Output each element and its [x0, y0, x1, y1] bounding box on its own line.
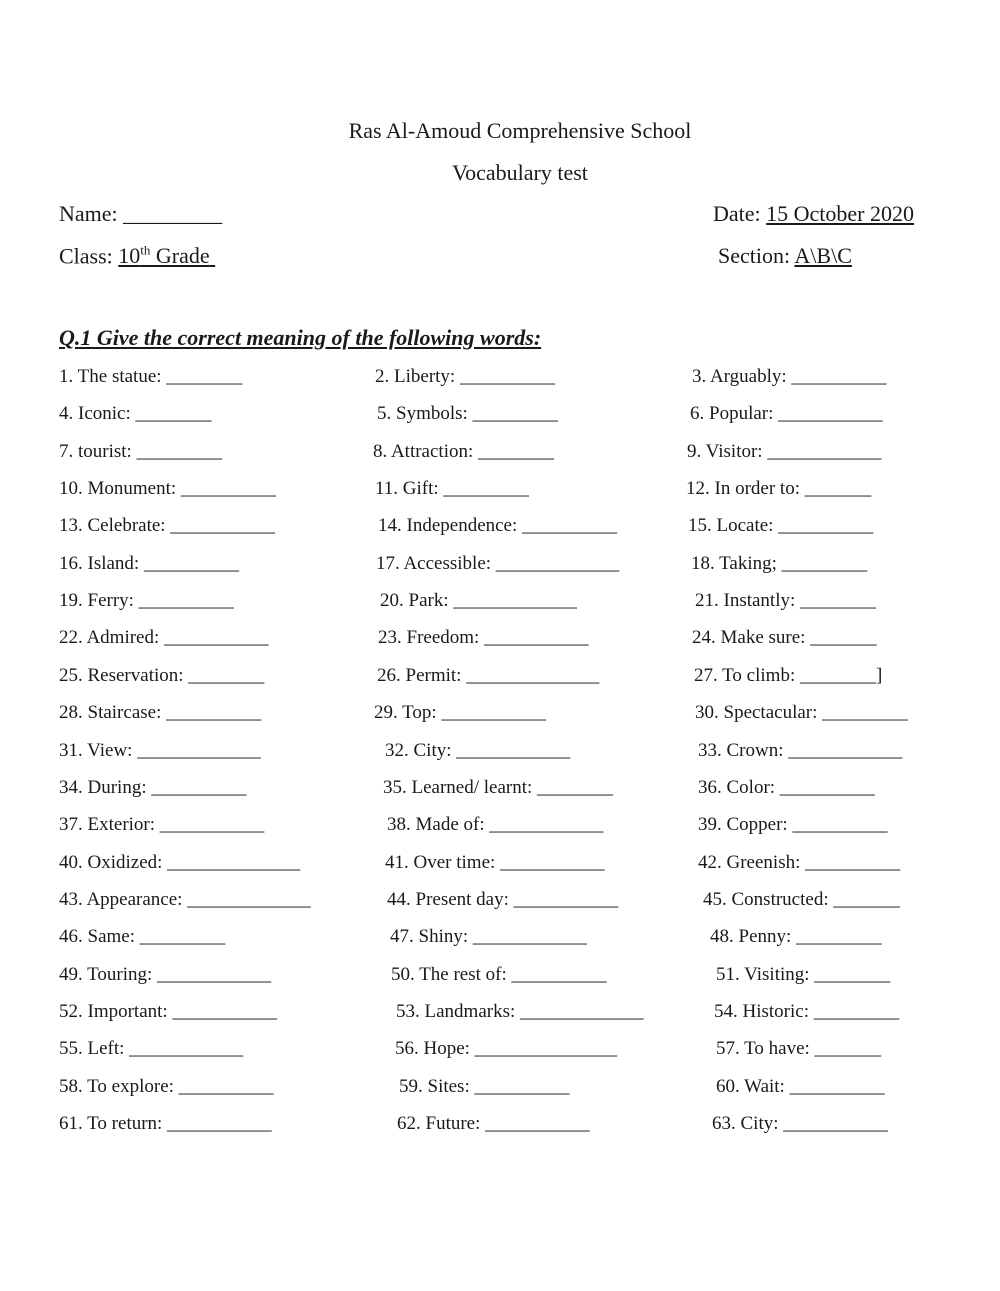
date-label: Date: — [713, 201, 761, 226]
vocab-item: 57. To have: _______ — [716, 1038, 882, 1059]
vocab-item: 15. Locate: __________ — [688, 515, 874, 536]
vocab-item: 36. Color: __________ — [698, 777, 875, 798]
vocab-item: 30. Spectacular: _________ — [695, 702, 908, 723]
vocab-item: 11. Gift: _________ — [375, 478, 529, 499]
vocab-item: 53. Landmarks: _____________ — [396, 1001, 644, 1022]
vocab-item: 32. City: ____________ — [385, 740, 571, 761]
vocab-item: 16. Island: __________ — [59, 553, 239, 574]
vocab-row — [0, 627, 1000, 655]
vocab-item: 4. Iconic: ________ — [59, 403, 212, 424]
vocab-item: 22. Admired: ___________ — [59, 627, 269, 648]
vocab-row — [0, 478, 1000, 506]
vocab-row — [0, 1038, 1000, 1066]
vocab-item: 17. Accessible: _____________ — [376, 553, 620, 574]
vocab-item: 13. Celebrate: ___________ — [59, 515, 275, 536]
vocab-item: 35. Learned/ learnt: ________ — [383, 777, 614, 798]
vocab-item: 48. Penny: _________ — [710, 926, 882, 947]
vocab-item: 34. During: __________ — [59, 777, 247, 798]
vocab-row — [0, 926, 1000, 954]
class-word: Grade — [155, 243, 210, 269]
vocab-item: 50. The rest of: __________ — [391, 964, 607, 985]
vocab-item: 56. Hope: _______________ — [395, 1038, 618, 1059]
vocab-item: 7. tourist: _________ — [59, 441, 223, 462]
vocab-item: 25. Reservation: ________ — [59, 665, 265, 686]
vocab-item: 45. Constructed: _______ — [703, 889, 900, 910]
vocab-item: 31. View: _____________ — [59, 740, 261, 761]
vocab-item: 51. Visiting: ________ — [716, 964, 891, 985]
vocab-item: 44. Present day: ___________ — [387, 889, 619, 910]
vocab-item: 46. Same: _________ — [59, 926, 226, 947]
vocab-item: 26. Permit: ______________ — [377, 665, 600, 686]
vocab-row — [0, 852, 1000, 880]
vocab-item: 6. Popular: ___________ — [690, 403, 883, 424]
vocab-item: 8. Attraction: ________ — [373, 441, 555, 462]
vocab-item: 63. City: ___________ — [712, 1113, 888, 1134]
vocab-item: 9. Visitor: ____________ — [687, 441, 882, 462]
vocab-row — [0, 964, 1000, 992]
date-value: 15 October 2020 — [766, 201, 915, 226]
vocab-row — [0, 1076, 1000, 1104]
vocab-row — [0, 366, 1000, 394]
vocab-row — [0, 777, 1000, 805]
vocab-item: 21. Instantly: ________ — [695, 590, 877, 611]
name-line — [59, 201, 222, 227]
vocab-item: 60. Wait: __________ — [716, 1076, 885, 1097]
class-number: 10 — [118, 243, 141, 269]
vocab-item: 3. Arguably: __________ — [692, 366, 887, 387]
class-suffix: th — [140, 243, 151, 258]
class-line — [59, 243, 215, 269]
vocab-item: 38. Made of: ____________ — [387, 814, 604, 835]
section-value: A\B\C — [794, 243, 852, 268]
vocab-item: 18. Taking; _________ — [691, 553, 868, 574]
name-blank: _________ — [123, 201, 223, 226]
vocab-item: 49. Touring: ____________ — [59, 964, 272, 985]
school-name: Ras Al-Amoud Comprehensive School — [348, 118, 692, 143]
vocab-item: 41. Over time: ___________ — [385, 852, 605, 873]
vocab-item: 58. To explore: __________ — [59, 1076, 274, 1097]
vocab-row — [0, 515, 1000, 543]
vocab-row — [0, 1113, 1000, 1141]
vocab-item: 33. Crown: ____________ — [698, 740, 903, 761]
vocab-item: 20. Park: _____________ — [380, 590, 577, 611]
vocab-item: 12. In order to: _______ — [686, 478, 872, 499]
vocab-item: 54. Historic: _________ — [714, 1001, 900, 1022]
vocab-item: 23. Freedom: ___________ — [378, 627, 589, 648]
vocab-item: 39. Copper: __________ — [698, 814, 888, 835]
vocab-item: 40. Oxidized: ______________ — [59, 852, 301, 873]
vocab-item: 28. Staircase: __________ — [59, 702, 262, 723]
vocab-item: 42. Greenish: __________ — [698, 852, 901, 873]
vocab-item: 19. Ferry: __________ — [59, 590, 234, 611]
vocab-row — [0, 889, 1000, 917]
vocab-item: 2. Liberty: __________ — [375, 366, 555, 387]
vocab-item: 24. Make sure: _______ — [692, 627, 877, 648]
vocab-item: 61. To return: ___________ — [59, 1113, 272, 1134]
vocab-row — [0, 403, 1000, 431]
vocab-row — [0, 665, 1000, 693]
vocab-item: 29. Top: ___________ — [374, 702, 546, 723]
vocab-item: 43. Appearance: _____________ — [59, 889, 311, 910]
class-label: Class: — [59, 243, 113, 269]
name-label: Name: — [59, 201, 118, 226]
vocab-item: 52. Important: ___________ — [59, 1001, 277, 1022]
vocab-item: 55. Left: ____________ — [59, 1038, 244, 1059]
vocab-item: 5. Symbols: _________ — [377, 403, 559, 424]
vocab-row — [0, 740, 1000, 768]
vocab-row — [0, 702, 1000, 730]
vocab-item: 47. Shiny: ____________ — [390, 926, 587, 947]
vocab-row — [0, 1001, 1000, 1029]
section-line — [718, 243, 852, 269]
vocab-item: 62. Future: ___________ — [397, 1113, 590, 1134]
vocab-row — [0, 814, 1000, 842]
date-line — [713, 201, 914, 227]
test-title: Vocabulary test — [452, 160, 588, 185]
vocab-item: 59. Sites: __________ — [399, 1076, 570, 1097]
class-value — [118, 243, 215, 268]
vocab-item: 1. The statue: ________ — [59, 366, 243, 387]
vocab-item: 10. Monument: __________ — [59, 478, 276, 499]
vocab-row — [0, 590, 1000, 618]
vocab-item: 27. To climb: ________] — [694, 665, 883, 686]
vocab-row — [0, 553, 1000, 581]
section-label: Section: — [718, 243, 791, 268]
vocab-item: 37. Exterior: ___________ — [59, 814, 265, 835]
question-heading: Q.1 Give the correct meaning of the following words: — [59, 325, 542, 350]
vocab-row — [0, 441, 1000, 469]
vocab-item: 14. Independence: __________ — [378, 515, 618, 536]
